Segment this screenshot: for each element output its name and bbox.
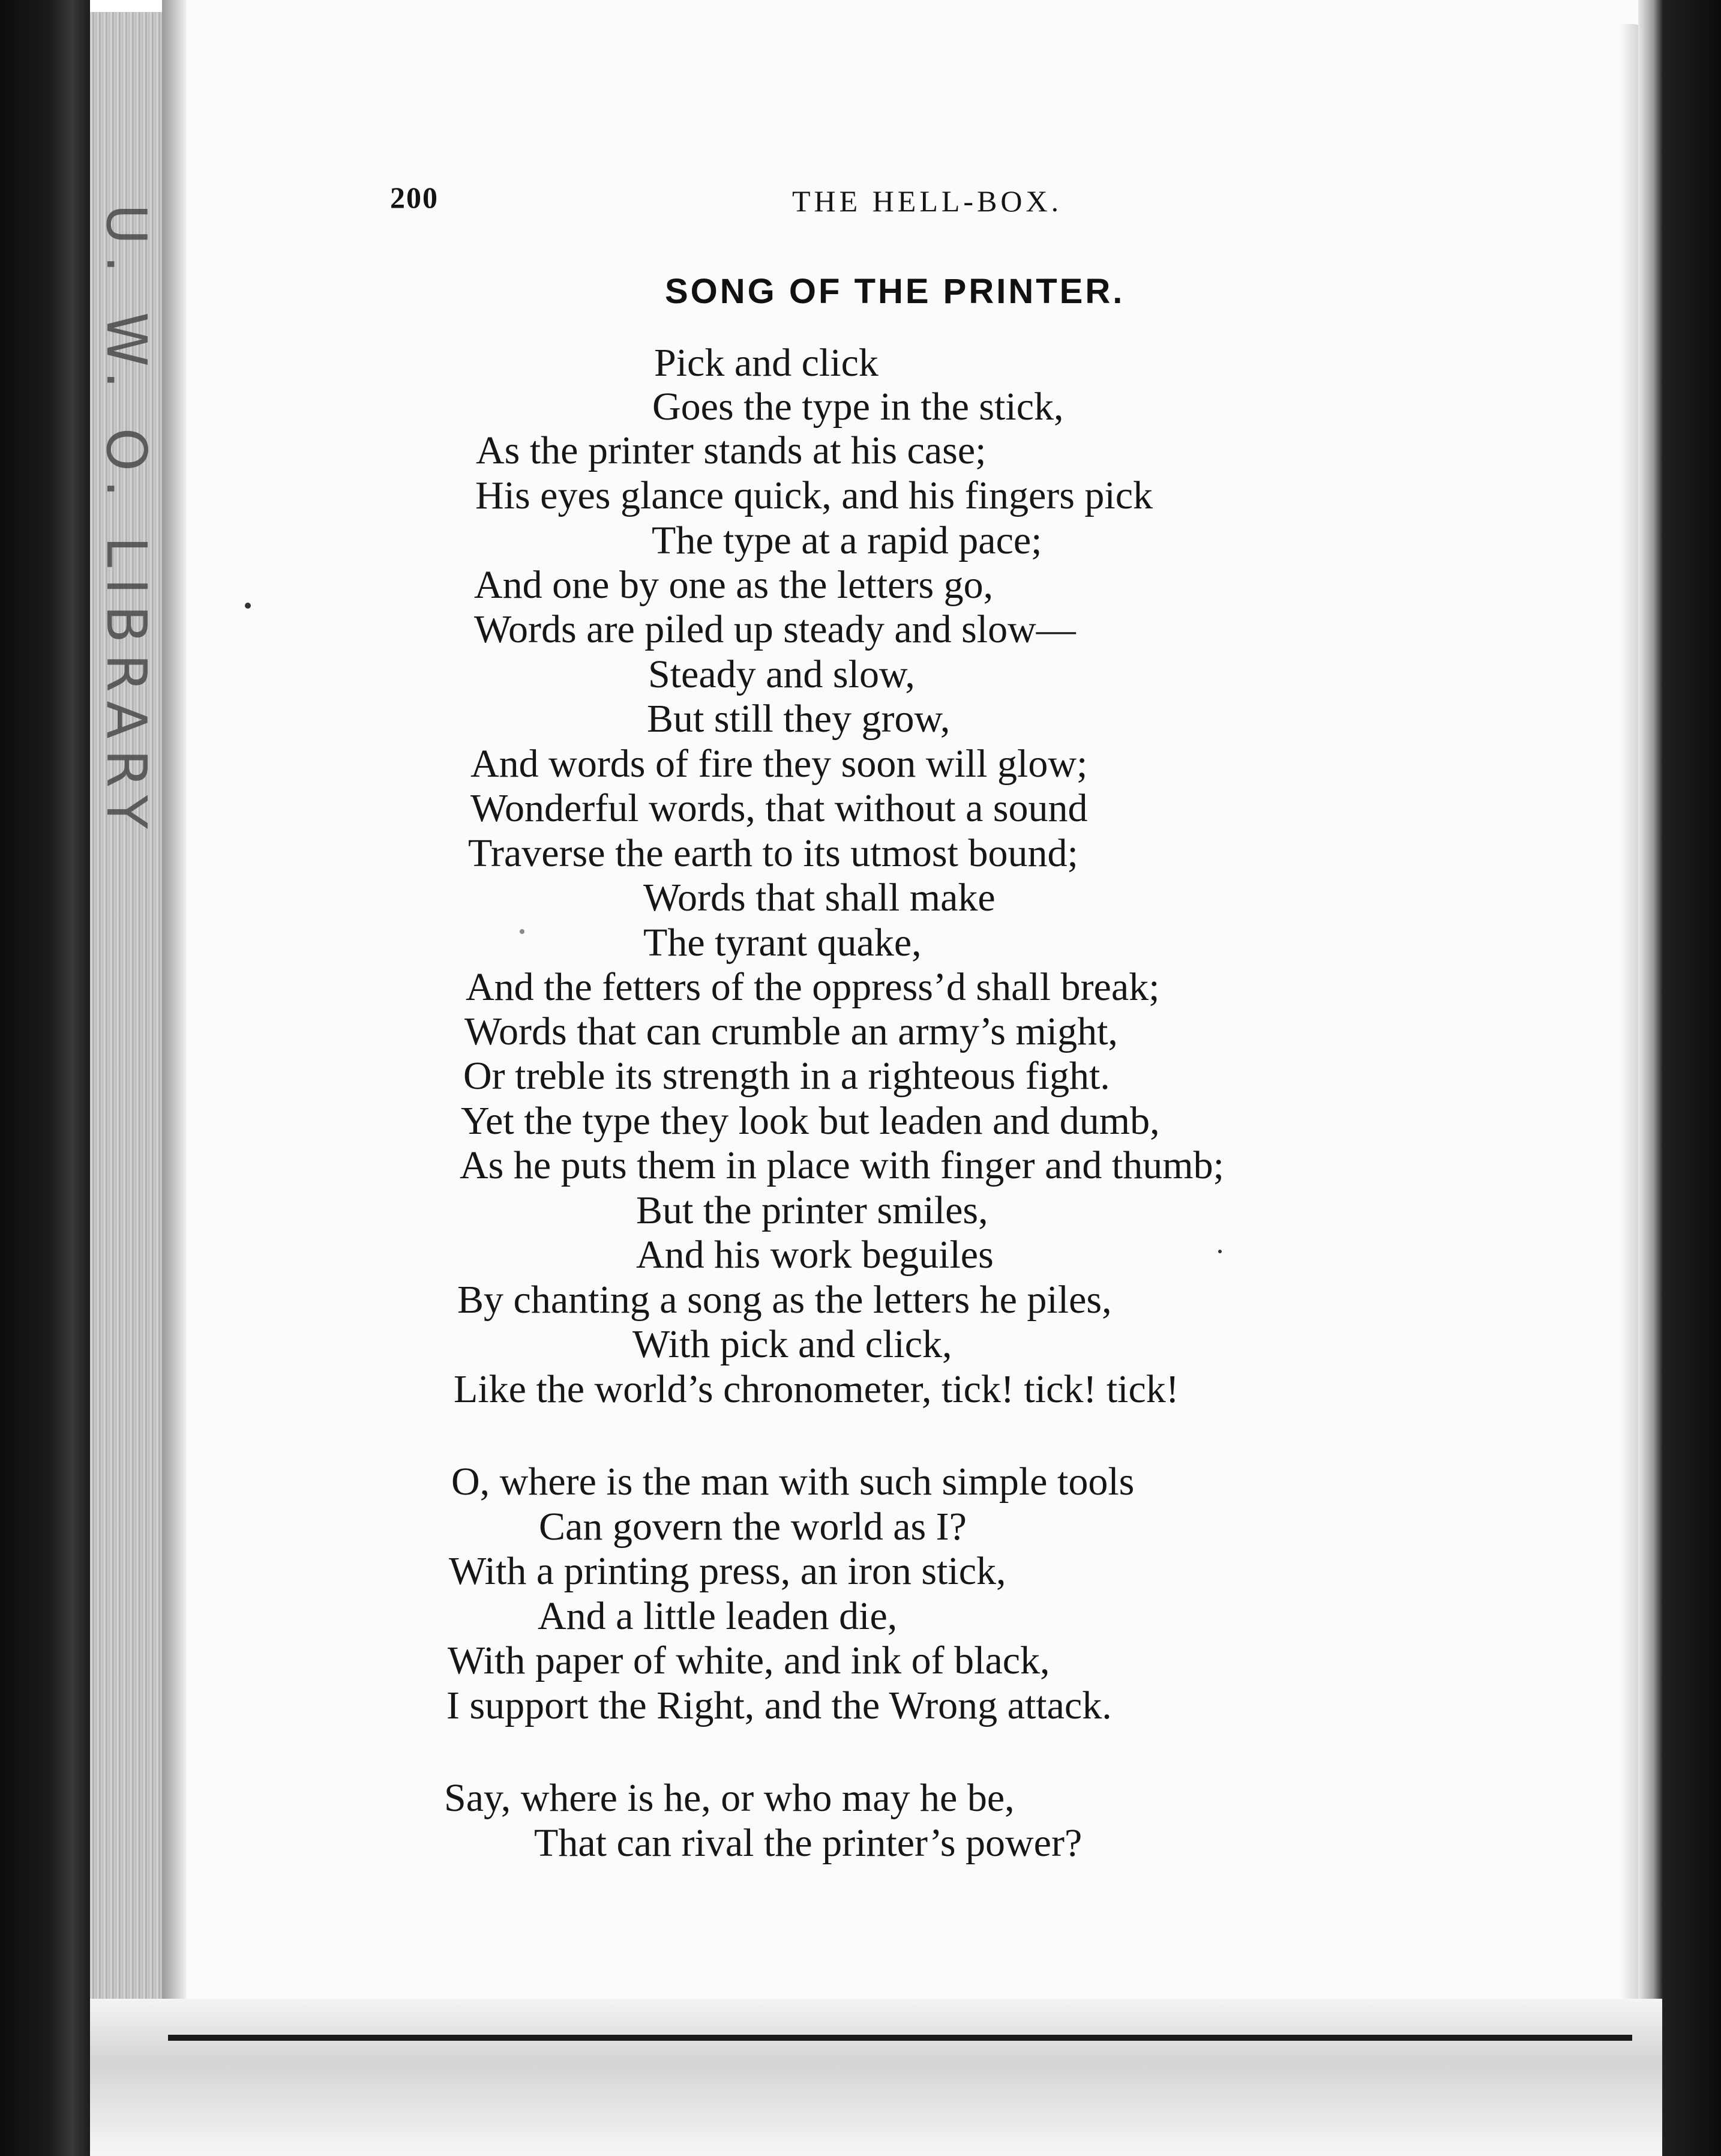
poem-line: Words that shall make — [643, 876, 996, 920]
running-head: THE HELL-BOX. — [792, 184, 1063, 218]
library-stamp — [90, 204, 162, 1765]
poem-line: The type at a rapid pace; — [652, 519, 1042, 562]
poem-line: With a printing press, an iron stick, — [449, 1549, 1006, 1593]
poem-line: His eyes glance quick, and his fingers pick — [475, 474, 1153, 517]
gutter-shadow — [162, 0, 186, 2156]
poem-line: And one by one as the letters go, — [474, 563, 994, 607]
poem-line: O, where is the man with such simple tools — [451, 1460, 1135, 1504]
poem-line: Yet the type they look but leaden and dumb, — [461, 1099, 1160, 1143]
poem-line: Like the world’s chronometer, tick! tick! tick! — [454, 1367, 1179, 1411]
bottom-shadow-line — [168, 2035, 1632, 2041]
poem-line: As he puts them in place with finger and thumb; — [460, 1143, 1224, 1187]
ink-speck — [520, 929, 524, 934]
right-book-edge — [1638, 0, 1721, 2156]
poem-line: But still they grow, — [647, 697, 951, 741]
poem-line: Traverse the earth to its utmost bound; — [468, 831, 1078, 875]
poem-line: With pick and click, — [632, 1322, 952, 1366]
ink-speck — [1218, 1250, 1222, 1253]
poem-line: By chanting a song as the letters he piles, — [457, 1278, 1112, 1322]
poem-line: Pick and click — [654, 341, 879, 385]
poem-line: As the printer stands at his case; — [476, 429, 987, 472]
poem-line: Goes the type in the stick, — [652, 385, 1064, 429]
book-binding — [0, 0, 90, 2156]
poem-line: Say, where is he, or who may he be, — [444, 1776, 1015, 1820]
poem-title: SONG OF THE PRINTER. — [665, 272, 1125, 311]
poem-line: Words that can crumble an army’s might, — [464, 1010, 1118, 1053]
poem-line: That can rival the printer’s power? — [534, 1821, 1083, 1865]
bottom-page-edge — [90, 1999, 1662, 2156]
poem-line: The tyrant quake, — [643, 921, 922, 965]
poem-line: Wonderful words, that without a sound — [470, 786, 1088, 830]
poem-line: With paper of white, and ink of black, — [448, 1639, 1050, 1682]
poem-line: But the printer smiles, — [636, 1188, 988, 1232]
ink-speck — [245, 603, 251, 609]
poem-line: And a little leaden die, — [538, 1594, 898, 1638]
poem-line: And the fetters of the oppress’d shall break; — [466, 965, 1160, 1009]
page-number: 200 — [390, 181, 439, 214]
poem-line: Can govern the world as I? — [539, 1505, 967, 1549]
poem-line: Words are piled up steady and slow— — [474, 607, 1076, 651]
poem-line: And his work beguiles — [636, 1233, 994, 1277]
poem-line: Or treble its strength in a righteous fight. — [463, 1054, 1110, 1098]
poem-line: And words of fire they soon will glow; — [470, 742, 1088, 786]
library-stamp-text: U. W. O. LIBRARY — [94, 204, 158, 840]
poem-line: I support the Right, and the Wrong attack. — [446, 1684, 1112, 1727]
poem-line: Steady and slow, — [648, 652, 915, 696]
